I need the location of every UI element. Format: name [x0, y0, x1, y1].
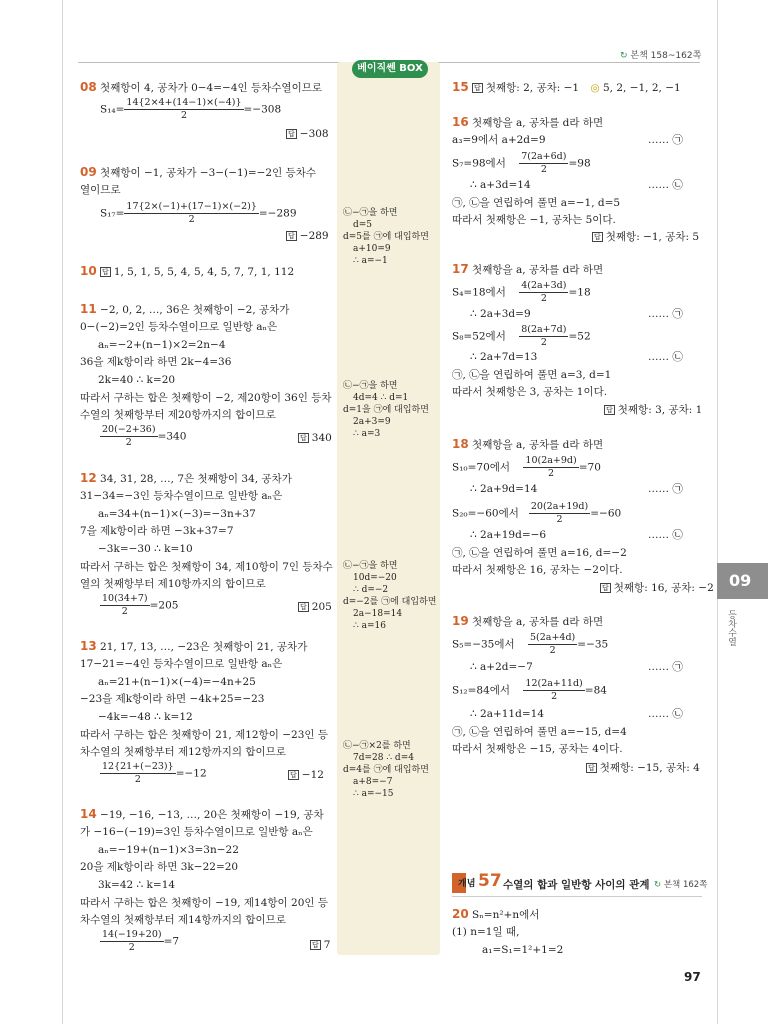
problem-14-line2: 가 −16−(−19)=3인 등차수열이므로 일반항 aₙ은	[80, 826, 313, 838]
problem-11-line2: 0−(−2)=2인 등차수열이므로 일반항 aₙ은	[80, 321, 278, 333]
problem-10: 10 답 1, 5, 1, 5, 5, 4, 5, 4, 5, 7, 7, 1, 112	[80, 264, 295, 278]
refresh-icon: ↻	[620, 51, 628, 61]
refresh-icon: ↻	[654, 880, 662, 890]
problem-13-line1: 13 21, 17, 13, …, −23은 첫째항이 21, 공차가	[80, 639, 308, 653]
concept-rule	[452, 896, 702, 897]
problem-18-line6: ㉠, ㉡을 연립하여 풀면 a=16, d=−2	[452, 547, 627, 559]
problem-18-line4: S₂₀=−60에서 $\frac{20(2a+19d)}{2}$ =−60	[452, 501, 622, 525]
problem-13-formula: $\frac{12\{21+(-23)\}}{2}$ =−12	[102, 761, 207, 785]
problem-11-answer: 답 340	[300, 432, 332, 444]
problem-13-line4: −23을 제k항이라 하면 −4k+25=−23	[80, 693, 265, 705]
problem-12-line7: 열의 첫째항부터 제10항까지의 합이므로	[80, 578, 266, 590]
chapter-tab: 09	[717, 563, 768, 599]
problem-18-line3: ∴ 2a+9d=14	[470, 483, 538, 495]
problem-09-answer: 답 −289	[288, 230, 329, 242]
problem-20-line3: a₁=S₁=1²+1=2	[482, 944, 564, 956]
problem-11-line4: 36을 제k항이라 하면 2k−4=36	[80, 356, 232, 368]
problem-17-line4: S₈=52에서 $\frac{8(2a+7d)}{2}$ =52	[452, 324, 591, 348]
problem-12-line5: −3k=−30 ∴ k=10	[98, 543, 193, 555]
basic-box-strip	[337, 62, 440, 955]
problem-18-line1: 18 첫째항을 a, 공차를 d라 하면	[452, 437, 604, 451]
problem-09-formula: S₁₇= $\frac{17\{2\times(-1)+(17-1)\times(-2)\}}{2}$ =−289	[100, 201, 297, 225]
problem-17-line5: ∴ 2a+7d=13	[470, 351, 538, 363]
problem-12-line1: 12 34, 31, 28, …, 7은 첫째항이 34, 공차가	[80, 471, 292, 485]
problem-14-answer: 답 7	[312, 939, 331, 951]
problem-14-line7: 차수열의 첫째항부터 제14항까지의 합이므로	[80, 914, 286, 926]
problem-18-mark2: …… ㉡	[648, 529, 683, 541]
problem-16-line4: ∴ a+3d=14	[470, 179, 531, 191]
problem-12-answer: 답 205	[300, 601, 332, 613]
problem-14-line5: 3k=42 ∴ k=14	[98, 879, 176, 891]
problem-13-line3: aₙ=21+(n−1)×(−4)=−4n+25	[98, 676, 256, 688]
problem-17-line3: ∴ 2a+3d=9	[470, 308, 531, 320]
problem-12-formula: $\frac{10(34+7)}{2}$ =205	[102, 593, 179, 617]
problem-12-line2: 31−34=−3인 등차수열이므로 일반항 aₙ은	[80, 490, 283, 502]
book-reference: ↻ 본책 158~162쪽	[620, 51, 702, 61]
problem-12-line4: 7을 제k항이라 하면 −3k+37=7	[80, 525, 234, 537]
problem-17-line6: ㉠, ㉡을 연립하여 풀면 a=3, d=1	[452, 369, 612, 381]
problem-20-line1: 20 Sₙ=n²+n에서	[452, 907, 540, 921]
concept-title: 수열의 합과 일반항 사이의 관계	[503, 879, 650, 891]
problem-16-line3: S₇=98에서 $\frac{7(2a+6d)}{2}$ =98	[452, 151, 591, 175]
problem-16-answer: 답 첫째항: −1, 공차: 5	[594, 231, 700, 243]
problem-17-mark2: …… ㉡	[648, 351, 683, 363]
problem-19-answer: 답 첫째항: −15, 공차: 4	[588, 762, 700, 774]
problem-20-line2: (1) n=1일 때,	[452, 926, 520, 938]
problem-12-line6: 따라서 구하는 합은 첫째항이 34, 제10항이 7인 등차수	[80, 561, 333, 573]
problem-19-line3: ∴ a+2d=−7	[470, 661, 533, 673]
center-note-1: ㉡−㉠을 하면 d=5 d=5를 ㉠에 대입하면 a+10=9 ∴ a=−1	[343, 208, 429, 266]
problem-16-mark1: …… ㉠	[648, 134, 683, 146]
problem-11-line5: 2k=40 ∴ k=20	[98, 374, 176, 386]
problem-16-line5: ㉠, ㉡을 연립하여 풀면 a=−1, d=5	[452, 197, 621, 209]
problem-11-line3: aₙ=−2+(n−1)×2=2n−4	[98, 339, 226, 351]
concept-number: 57	[478, 871, 502, 891]
problem-11-formula: $\frac{20(-2+36)}{2}$ =340	[102, 424, 187, 448]
problem-14-line6: 따라서 구하는 합은 첫째항이 −19, 제14항이 20인 등	[80, 897, 329, 909]
problem-09-line1: 09 첫째항이 −1, 공차가 −3−(−1)=−2인 등차수	[80, 165, 317, 179]
problem-14-line3: aₙ=−19+(n−1)×3=3n−22	[98, 844, 239, 856]
problem-19-line7: 따라서 첫째항은 −15, 공차는 4이다.	[452, 743, 623, 755]
problem-19-line2: S₅=−35에서 $\frac{5(2a+4d)}{2}$ =−35	[452, 632, 609, 656]
problem-08-formula: S₁₄= $\frac{14\{2\times 4+(14-1)\times(-4)\}}{2}$ =−308	[100, 97, 282, 121]
problem-14-line4: 20을 제k항이라 하면 3k−22=20	[80, 861, 239, 873]
problem-19-mark1: …… ㉠	[648, 661, 683, 673]
problem-18-line5: ∴ 2a+19d=−6	[470, 529, 547, 541]
problem-13-line7: 차수열의 첫째항부터 제12항까지의 합이므로	[80, 746, 286, 758]
basic-box-badge: 베이직쎈 BOX	[352, 60, 428, 78]
problem-19-line4: S₁₂=84에서 $\frac{12(2a+11d)}{2}$ =84	[452, 678, 607, 702]
target-icon: ◎	[590, 82, 600, 94]
concept-label: 개념	[458, 879, 476, 889]
center-note-4: ㉡−㉠×2를 하면 7d=28 ∴ d=4 d=4를 ㉠에 대입하면 a+8=−7 ∴ a=−15	[343, 741, 429, 799]
problem-19-line1: 19 첫째항을 a, 공차를 d라 하면	[452, 614, 604, 628]
problem-11-line7: 수열의 첫째항부터 제20항까지의 합이므로	[80, 409, 276, 421]
problem-18-mark1: …… ㉠	[648, 483, 683, 495]
problem-12-line3: aₙ=34+(n−1)×(−3)=−3n+37	[98, 508, 256, 520]
center-note-2: ㉡−㉠을 하면 4d=4 ∴ d=1 d=1을 ㉠에 대입하면 2a+3=9 ∴ a=3	[343, 381, 429, 439]
problem-18-line2: S₁₀=70에서 $\frac{10(2a+9d)}{2}$ =70	[452, 455, 601, 479]
problem-13-line2: 17−21=−4인 등차수열이므로 일반항 aₙ은	[80, 658, 283, 670]
problem-13-line5: −4k=−48 ∴ k=12	[98, 711, 193, 723]
problem-14-line1: 14 −19, −16, −13, …, 20은 첫째항이 −19, 공차	[80, 807, 324, 821]
problem-19-mark2: …… ㉡	[648, 708, 683, 720]
problem-17-answer: 답 첫째항: 3, 공차: 1	[606, 404, 703, 416]
problem-11-line1: 11 −2, 0, 2, …, 36은 첫째항이 −2, 공차가	[80, 302, 290, 316]
problem-17-line7: 따라서 첫째항은 3, 공차는 1이다.	[452, 386, 608, 398]
problem-16-line1: 16 첫째항을 a, 공차를 d라 하면	[452, 115, 604, 129]
concept-reference: ↻ 본책 162쪽	[654, 880, 708, 890]
problem-08-answer: 답 −308	[288, 128, 329, 140]
problem-13-answer: 답 −12	[290, 769, 324, 781]
problem-17-mark1: …… ㉠	[648, 308, 683, 320]
problem-16-line2: a₃=9에서 a+2d=9	[452, 134, 546, 146]
problem-19-line6: ㉠, ㉡을 연립하여 풀면 a=−15, d=4	[452, 726, 627, 738]
problem-16-line6: 따라서 첫째항은 −1, 공차는 5이다.	[452, 214, 616, 226]
problem-08-line1: 08 첫째항이 4, 공차가 0−4=−4인 등차수열이므로	[80, 80, 322, 94]
problem-09-line2: 열이므로	[80, 184, 121, 196]
problem-18-answer: 답 첫째항: 16, 공차: −2	[602, 582, 714, 594]
problem-16-mark2: …… ㉡	[648, 179, 683, 191]
problem-15: 15 답 첫째항: 2, 공차: −1 ◎ 5, 2, −1, 2, −1	[452, 80, 681, 94]
problem-17-line1: 17 첫째항을 a, 공차를 d라 하면	[452, 262, 604, 276]
problem-11-line6: 따라서 구하는 합은 첫째항이 −2, 제20항이 36인 등차	[80, 392, 332, 404]
chapter-tab-title: 등차수열	[726, 610, 736, 646]
problem-14-formula: $\frac{14(-19+20)}{2}$ =7	[102, 929, 180, 953]
center-note-3: ㉡−㉠을 하면 10d=−20 ∴ d=−2 d=−2를 ㉠에 대입하면 2a−18=14 ∴ a=16	[343, 561, 437, 631]
problem-13-line6: 따라서 구하는 합은 첫째항이 21, 제12항이 −23인 등	[80, 729, 329, 741]
problem-18-line7: 따라서 첫째항은 16, 공차는 −2이다.	[452, 564, 623, 576]
problem-19-line5: ∴ 2a+11d=14	[470, 708, 544, 720]
page-number: 97	[684, 970, 701, 984]
problem-17-line2: S₄=18에서 $\frac{4(2a+3d)}{2}$ =18	[452, 280, 591, 304]
